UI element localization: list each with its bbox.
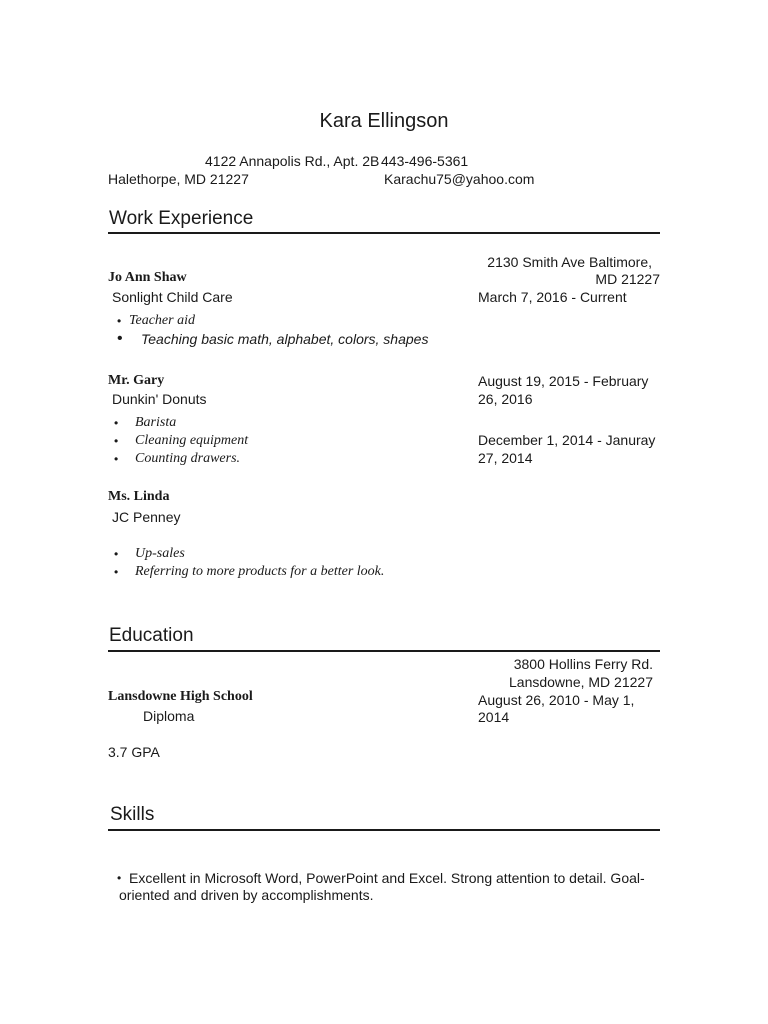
skills-line-1: Excellent in Microsoft Word, PowerPoint and Excel. Strong attention to detail. Goal- xyxy=(129,870,645,886)
bullet-icon: • xyxy=(114,547,119,561)
address-line: 4122 Annapolis Rd., Apt. 2B xyxy=(205,153,380,169)
job1-bullet-2: Teaching basic math, alphabet, colors, shapes xyxy=(141,331,429,347)
bullet-icon: • xyxy=(117,871,122,885)
gpa: 3.7 GPA xyxy=(108,744,160,760)
education-rule xyxy=(108,650,660,652)
bullet-icon: • xyxy=(114,434,119,448)
education-heading: Education xyxy=(109,625,194,646)
job3-bullet-1: Up-sales xyxy=(135,546,185,561)
job2-bullet-3: Counting drawers. xyxy=(135,451,241,466)
job3-bullet-2: Referring to more products for a better look. xyxy=(135,564,385,579)
school-address-line2: Lansdowne, MD 21227 xyxy=(509,674,653,690)
phone-number: 443-496-5361 xyxy=(381,153,469,169)
degree: Diploma xyxy=(143,708,195,724)
work-experience-rule xyxy=(108,232,660,234)
job2-bullet-1: Barista xyxy=(135,415,177,430)
bullet-icon: • xyxy=(114,452,119,466)
job3-dates-line1: December 1, 2014 - Januray xyxy=(478,432,656,448)
job3-company: JC Penney xyxy=(112,509,181,525)
work-experience-heading: Work Experience xyxy=(109,208,254,229)
job2-contact: Mr. Gary xyxy=(108,373,165,388)
bullet-icon: • xyxy=(114,565,119,579)
job2-dates-line2: 26, 2016 xyxy=(478,391,533,407)
job2-dates-line1: August 19, 2015 - February xyxy=(478,373,649,389)
resume-name: Kara Ellingson xyxy=(319,110,449,132)
job1-address-line2: MD 21227 xyxy=(595,271,660,287)
skills-rule xyxy=(108,829,660,831)
job1-bullet-1: Teacher aid xyxy=(129,313,195,328)
school-address-line1: 3800 Hollins Ferry Rd. xyxy=(513,656,653,672)
job1-contact: Jo Ann Shaw xyxy=(108,270,187,285)
skills-heading: Skills xyxy=(110,804,155,825)
school-dates-line2: 2014 xyxy=(478,709,510,725)
skills-line-2: oriented and driven by accomplishments. xyxy=(119,887,374,903)
city-line: Halethorpe, MD 21227 xyxy=(108,171,249,187)
bullet-icon: • xyxy=(117,314,122,328)
bullet-icon: • xyxy=(117,330,123,347)
job1-address-line1: 2130 Smith Ave Baltimore, xyxy=(487,254,652,270)
email-address: Karachu75@yahoo.com xyxy=(384,171,535,187)
job1-dates: March 7, 2016 - Current xyxy=(478,289,627,305)
job2-company: Dunkin' Donuts xyxy=(112,391,207,407)
school-name: Lansdowne High School xyxy=(108,689,253,704)
bullet-icon: • xyxy=(114,416,119,430)
school-dates-line1: August 26, 2010 - May 1, xyxy=(478,692,635,708)
job1-company: Sonlight Child Care xyxy=(112,289,233,305)
job3-contact: Ms. Linda xyxy=(108,489,170,504)
job2-bullet-2: Cleaning equipment xyxy=(135,433,249,448)
job3-dates-line2: 27, 2014 xyxy=(478,450,533,466)
